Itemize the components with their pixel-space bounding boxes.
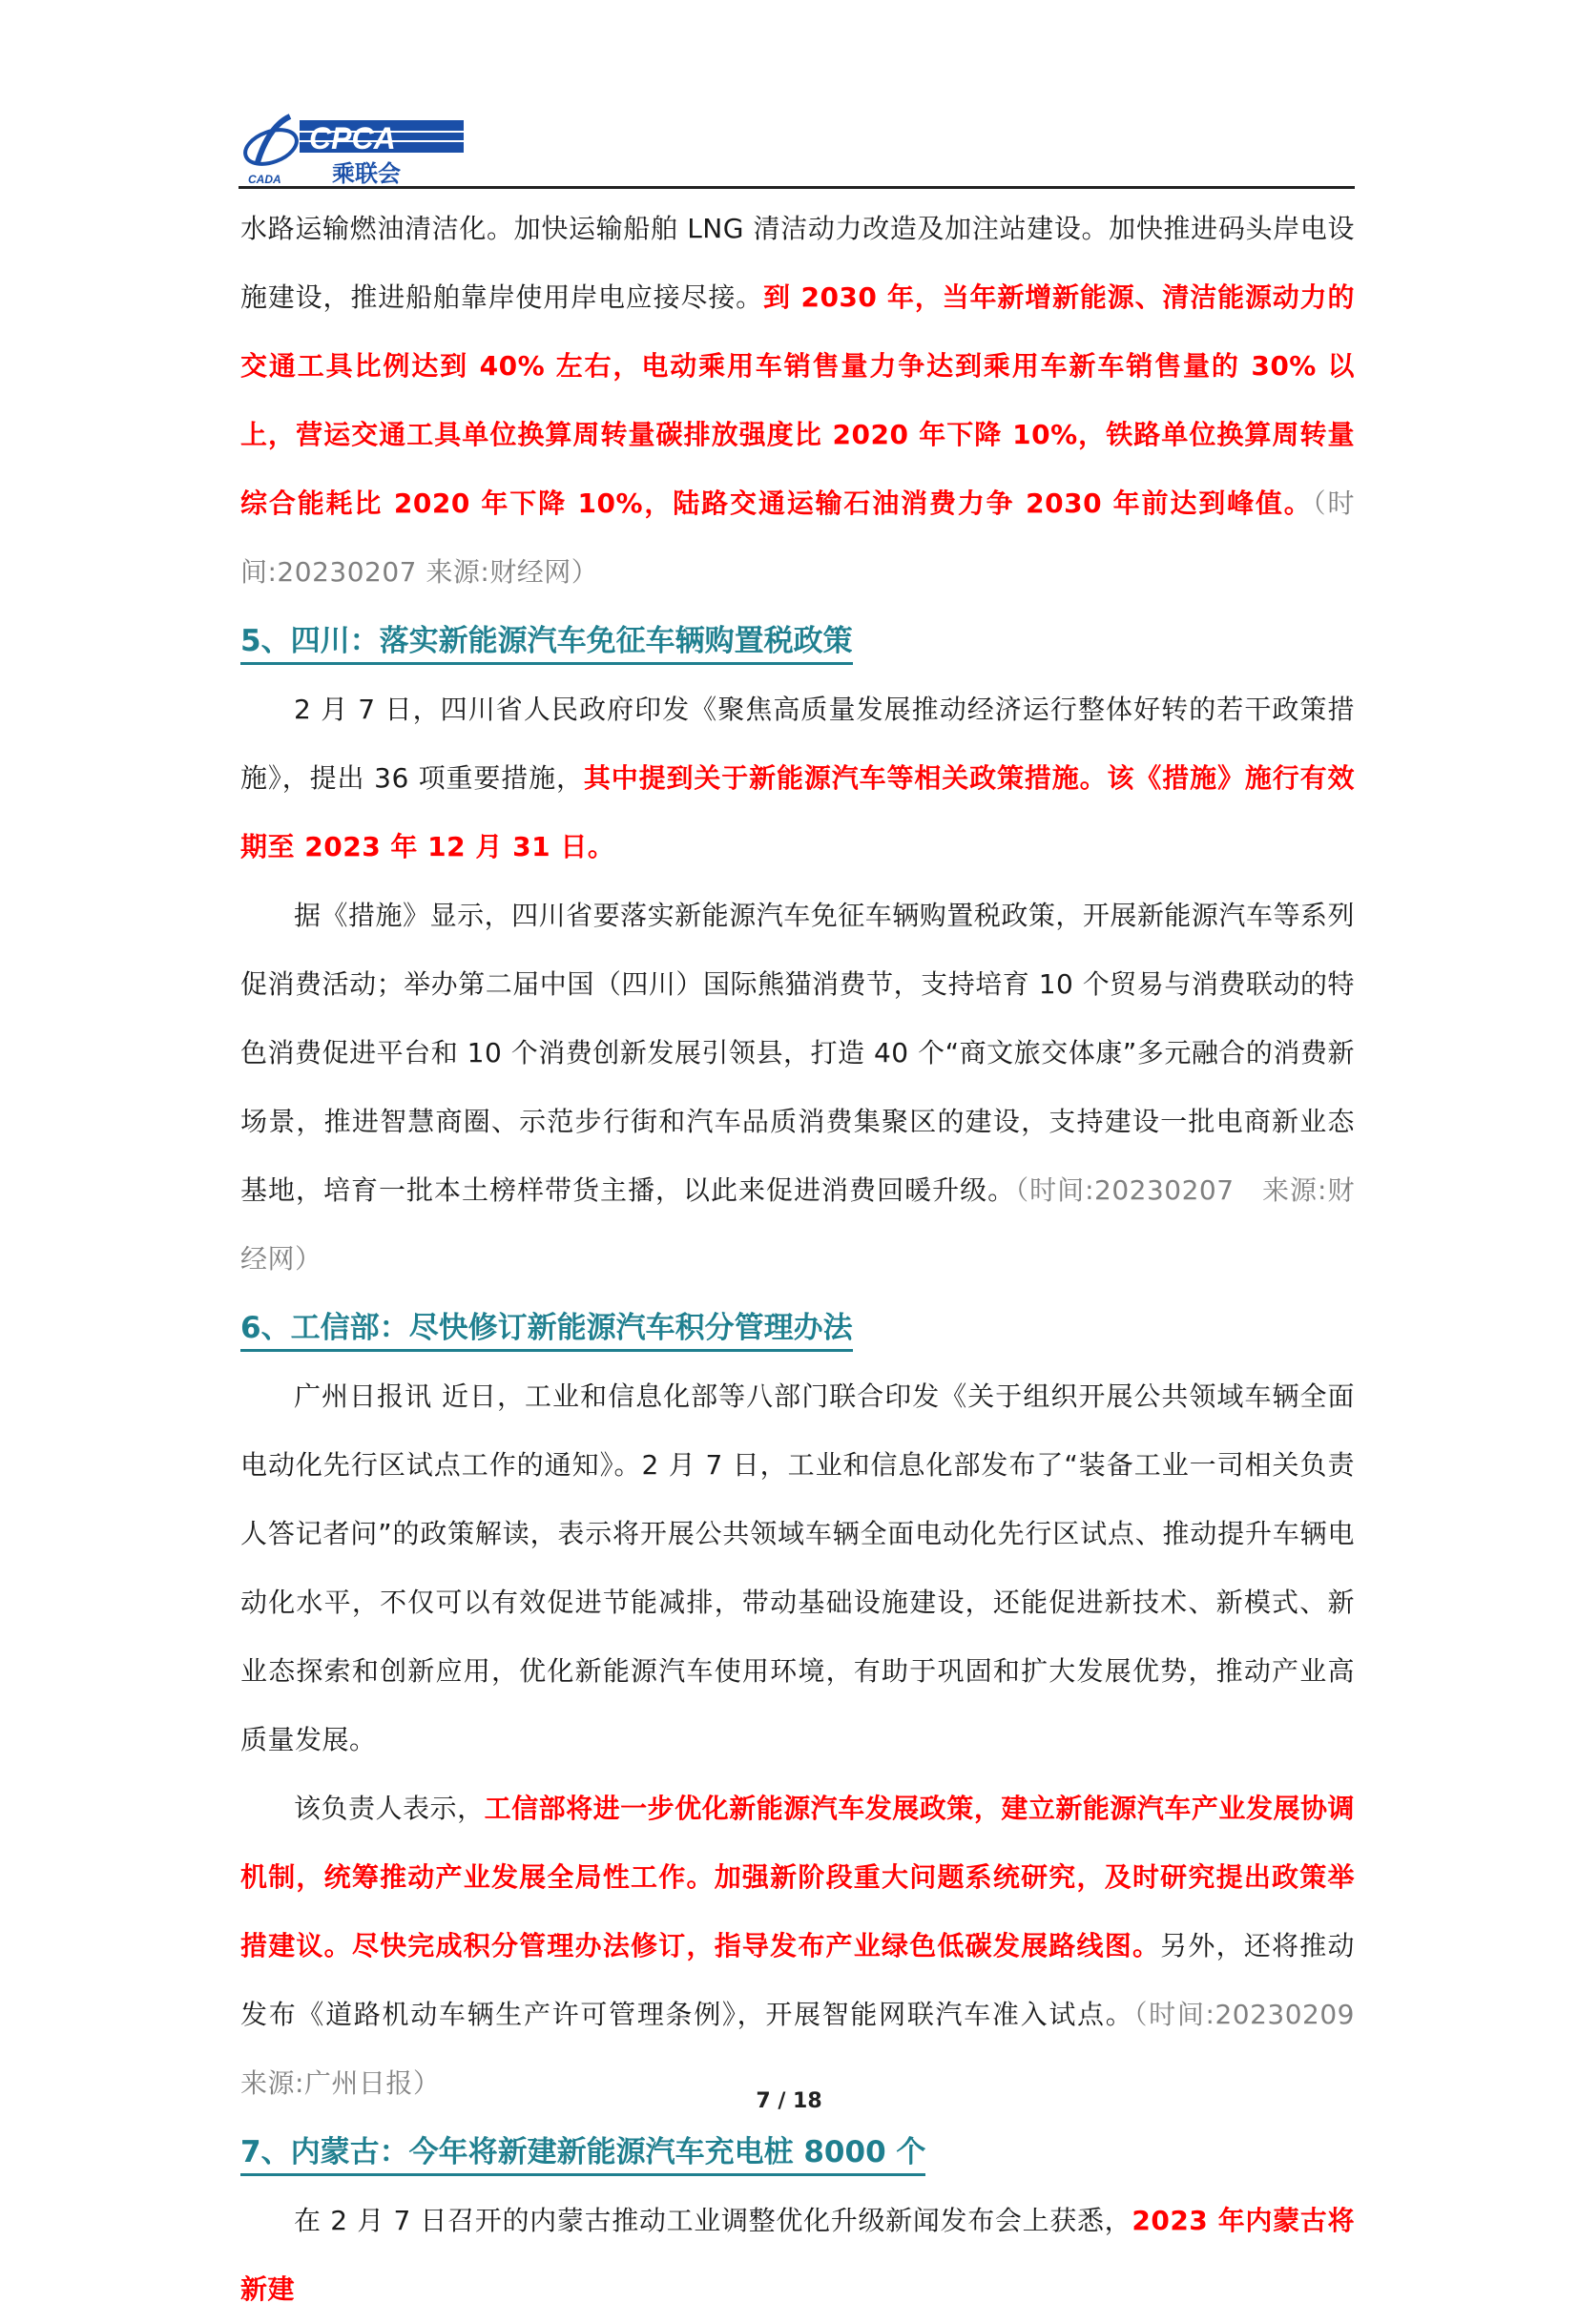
logo-subtext: 乘联会 [332,160,401,187]
paragraph-text: 2 月 7 日，四川省人民政府印发《聚焦高质量发展推动经济运行整体好转的若干政策措施》，提出 36 项重要措施， [240,694,1355,794]
section-heading-7: 7、内蒙古：今年将新建新能源汽车充电桩 8000 个 [240,2118,1355,2187]
paragraph-inner-mongolia [240,2187,1355,2324]
paragraph-sichuan-1 [240,675,1355,882]
paragraph-text: 在 2 月 7 日召开的内蒙古推动工业调整优化升级新闻发布会上获悉， [294,2205,1132,2236]
highlight-text: 其中提到关于新能源汽车等相关政策措施。该《措施》施行有效期至 2023 年 12 月 31 日。 [240,762,1355,862]
source-note: （时间:20230209 来源:广州日报） [240,1999,1382,2099]
paragraph-text: 水路运输燃油清洁化。加快运输船舶 LNG 清洁动力改造及加注站建设。加快推进码头岸电设施建设，推进船舶靠岸使用岸电应接尽接。 [240,213,1355,313]
paragraph-text: 另外，还将推动发布《道路机动车辆生产许可管理条例》，开展智能网联汽车准入试点。 [240,1930,1355,2030]
highlight-text: 到 2030 年，当年新增新能源、清洁能源动力的交通工具比例达到 40% 左右，电动乘用车销售量力争达到乘用车新车销售量的 30% 以上，营运交通工具单位换算周转量碳排放强度比 2020 年下降 10%，铁路单位换算周转量综合能耗比 2020 年下降 10%，陆路交通运输石油消费力争 2030 年前达到峰值。 [240,281,1355,519]
paragraph-text: 广州日报讯 近日，工业和信息化部等八部门联合印发《关于组织开展公共领域车辆全面电动化先行区试点工作的通知》。2 月 7 日，工业和信息化部发布了“装备工业一司相关负责人答记者问”的政策解读，表示将开展公共领域车辆全面电动化先行区试点、推动提升车辆电动化水平，不仅可以有效促进节能减排，带动基础设施建设，还能促进新技术、新模式、新业态探索和创新应用，优化新能源汽车使用环境，有助于巩固和扩大发展优势，推动产业高质量发展。 [240,1380,1355,1755]
logo-text: CPCA [309,121,396,156]
highlight-text: 2023 年内蒙古将新建 [240,2205,1355,2305]
cpca-logo [240,107,469,187]
paragraph-sichuan-2 [240,882,1355,1294]
paragraph-text: 该负责人表示， [294,1793,485,1824]
logo-mark-text: CADA [248,173,281,186]
paragraph-miit-1 [240,1362,1355,1774]
article-body [240,195,1382,2324]
header-rule [239,186,1355,189]
paragraph-miit-2 [240,1774,1382,2118]
section-heading-5: 5、四川：落实新能源汽车免征车辆购置税政策 [240,607,1355,675]
section-heading-6: 6、工信部：尽快修订新能源汽车积分管理办法 [240,1294,1355,1362]
page-number: 7 / 18 [756,2089,822,2113]
source-note: （时间:20230207 来源:财经网） [240,1174,1355,1275]
highlight-text: 工信部将进一步优化新能源汽车发展政策，建立新能源汽车产业发展协调机制，统筹推动产业发展全局性工作。加强新阶段重大问题系统研究，及时研究提出政策举措建议。尽快完成积分管理办法修订，指导发布产业绿色低碳发展路线图。 [240,1793,1355,1961]
paragraph-transport [240,195,1355,607]
paragraph-text: 据《措施》显示，四川省要落实新能源汽车免征车辆购置税政策，开展新能源汽车等系列促消费活动；举办第二届中国（四川）国际熊猫消费节，支持培育 10 个贸易与消费联动的特色消费促进平台和 10 个消费创新发展引领县，打造 40 个“商文旅交体康”多元融合的消费新场景，推进智慧商圈、示范步行街和汽车品质消费集聚区的建设，支持建设一批电商新业态基地，培育一批本土榜样带货主播，以此来促进消费回暖升级。 [240,900,1355,1206]
source-note: （时间:20230207 来源:财经网） [240,488,1355,588]
